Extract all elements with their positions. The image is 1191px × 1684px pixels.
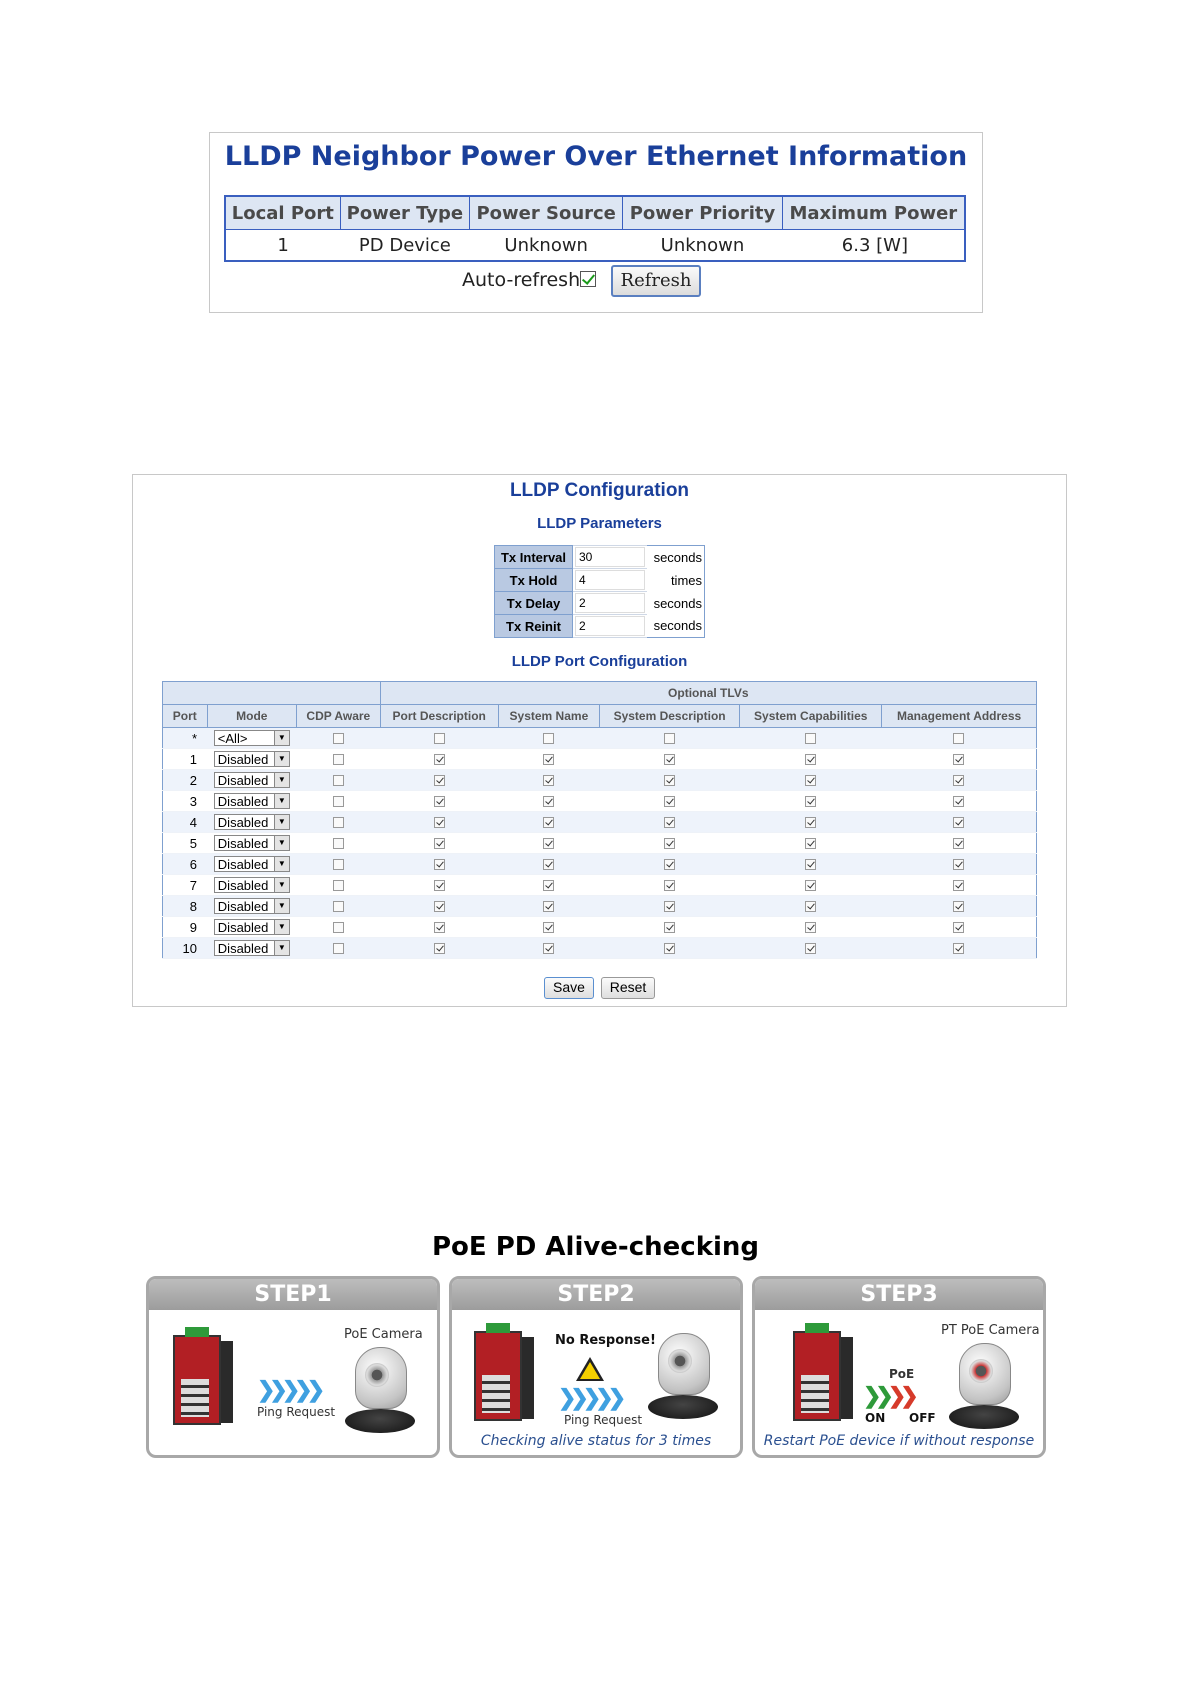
management-address-checkbox[interactable]	[953, 943, 964, 954]
system-capabilities-checkbox[interactable]	[805, 754, 816, 765]
cdp-aware-checkbox[interactable]	[333, 943, 344, 954]
param-label: Tx Hold	[495, 569, 573, 592]
system-name-checkbox[interactable]	[543, 859, 554, 870]
ping-request-label: Ping Request	[564, 1413, 643, 1427]
management-address-checkbox[interactable]	[953, 838, 964, 849]
mode-select[interactable]	[214, 835, 290, 851]
col-system-capabilities: System Capabilities	[740, 705, 882, 728]
system-description-checkbox[interactable]	[664, 733, 675, 744]
param-unit: seconds	[653, 549, 702, 565]
system-capabilities-checkbox[interactable]	[805, 922, 816, 933]
col-power-source: Power Source	[470, 196, 623, 230]
reset-button[interactable]: Reset	[601, 977, 655, 999]
alive-check-title: PoE PD Alive-checking	[431, 1232, 760, 1262]
port-number: 6	[163, 854, 208, 875]
pt-camera-image	[949, 1343, 1019, 1435]
cell-maximum-power: 6.3 [W]	[841, 234, 908, 256]
management-address-checkbox[interactable]	[953, 796, 964, 807]
port-config-table	[162, 681, 1037, 959]
param-unit: seconds	[653, 618, 702, 634]
mode-select[interactable]	[214, 877, 290, 893]
port-number: *	[163, 728, 208, 749]
system-name-checkbox[interactable]	[543, 922, 554, 933]
chevron-down-icon: ▼	[274, 815, 289, 829]
param-row-tx-hold	[495, 569, 705, 592]
tx-interval-input[interactable]: 30	[575, 547, 645, 567]
mode-select-value: Disabled	[217, 941, 269, 956]
mode-select[interactable]	[214, 772, 290, 788]
system-name-checkbox[interactable]	[543, 817, 554, 828]
power-arrows-icon: ❯❯❯❯	[863, 1383, 913, 1408]
auto-refresh-checkbox[interactable]	[580, 271, 596, 287]
tx-hold-input[interactable]: 4	[575, 570, 645, 590]
poe-camera-label: PoE Camera	[344, 1327, 423, 1342]
system-description-checkbox[interactable]	[664, 817, 675, 828]
system-capabilities-checkbox[interactable]	[805, 943, 816, 954]
lldp-params-title: LLDP Parameters	[537, 515, 662, 532]
off-label: OFF	[909, 1411, 936, 1425]
step3-header: STEP3	[755, 1279, 1043, 1310]
table-row	[163, 875, 1037, 896]
table-row	[163, 917, 1037, 938]
col-local-port: Local Port	[225, 196, 340, 230]
mode-select[interactable]	[214, 730, 290, 746]
table-row	[163, 896, 1037, 917]
system-description-checkbox[interactable]	[664, 775, 675, 786]
ping-arrows-icon: ❯❯❯❯❯	[558, 1385, 621, 1410]
param-unit: times	[670, 572, 702, 588]
system-description-checkbox[interactable]	[664, 901, 675, 912]
step2-header: STEP2	[452, 1279, 740, 1310]
management-address-checkbox[interactable]	[953, 817, 964, 828]
step1-header: STEP1	[149, 1279, 437, 1310]
port-description-checkbox[interactable]	[434, 901, 445, 912]
param-label: Tx Delay	[495, 592, 573, 615]
system-capabilities-checkbox[interactable]	[805, 859, 816, 870]
header-row-columns	[163, 705, 1037, 728]
poe-switch-image	[474, 1331, 522, 1421]
lldp-params-table	[494, 545, 705, 638]
system-description-checkbox[interactable]	[664, 922, 675, 933]
cdp-aware-checkbox[interactable]	[333, 922, 344, 933]
mode-select[interactable]	[214, 919, 290, 935]
port-description-checkbox[interactable]	[434, 775, 445, 786]
save-button[interactable]: Save	[544, 977, 594, 999]
cdp-aware-checkbox[interactable]	[333, 901, 344, 912]
port-number: 5	[163, 833, 208, 854]
port-description-checkbox[interactable]	[434, 859, 445, 870]
mode-select-value: Disabled	[217, 794, 269, 809]
mode-select-value: Disabled	[217, 836, 269, 851]
poe-label: PoE	[889, 1367, 915, 1381]
on-label: ON	[865, 1411, 886, 1425]
param-unit: seconds	[653, 595, 702, 611]
port-number: 2	[163, 770, 208, 791]
system-capabilities-checkbox[interactable]	[805, 838, 816, 849]
poe-info-table	[224, 195, 966, 262]
table-row	[163, 833, 1037, 854]
chevron-down-icon: ▼	[274, 920, 289, 934]
system-description-checkbox[interactable]	[664, 943, 675, 954]
mode-select[interactable]	[214, 793, 290, 809]
step1-panel	[146, 1276, 440, 1458]
table-row	[163, 728, 1037, 749]
optional-tlvs-header: Optional TLVs	[380, 682, 1036, 705]
mode-select-value: Disabled	[217, 857, 269, 872]
port-number: 8	[163, 896, 208, 917]
param-label: Tx Reinit	[495, 615, 573, 638]
system-description-checkbox[interactable]	[664, 754, 675, 765]
table-row	[163, 749, 1037, 770]
system-description-checkbox[interactable]	[664, 838, 675, 849]
management-address-checkbox[interactable]	[953, 880, 964, 891]
mode-select-value: Disabled	[217, 815, 269, 830]
cdp-aware-checkbox[interactable]	[333, 817, 344, 828]
port-rows	[163, 728, 1037, 959]
port-description-checkbox[interactable]	[434, 817, 445, 828]
system-name-checkbox[interactable]	[543, 754, 554, 765]
ping-arrows-icon: ❯❯❯❯❯	[257, 1377, 320, 1402]
cdp-aware-checkbox[interactable]	[333, 838, 344, 849]
poe-switch-image	[793, 1331, 841, 1421]
mode-select-value: Disabled	[217, 920, 269, 935]
port-description-checkbox[interactable]	[434, 922, 445, 933]
step3-panel	[752, 1276, 1046, 1458]
col-system-name: System Name	[498, 705, 599, 728]
port-description-checkbox[interactable]	[434, 880, 445, 891]
table-row	[163, 791, 1037, 812]
mode-select-value: Disabled	[217, 752, 269, 767]
management-address-checkbox[interactable]	[953, 733, 964, 744]
lldp-config-title: LLDP Configuration	[509, 480, 690, 501]
step2-caption: Checking alive status for 3 times	[480, 1433, 712, 1449]
port-config-title: LLDP Port Configuration	[511, 653, 688, 670]
port-number: 7	[163, 875, 208, 896]
cdp-aware-checkbox[interactable]	[333, 880, 344, 891]
system-description-checkbox[interactable]	[664, 796, 675, 807]
port-description-checkbox[interactable]	[434, 733, 445, 744]
port-description-checkbox[interactable]	[434, 943, 445, 954]
lldp-neighbor-poe-panel	[209, 132, 983, 313]
system-name-checkbox[interactable]	[543, 880, 554, 891]
col-cdp-aware: CDP Aware	[297, 705, 380, 728]
system-description-checkbox[interactable]	[664, 880, 675, 891]
management-address-checkbox[interactable]	[953, 775, 964, 786]
port-description-checkbox[interactable]	[434, 754, 445, 765]
management-address-checkbox[interactable]	[953, 901, 964, 912]
chevron-down-icon: ▼	[274, 773, 289, 787]
lldp-configuration-panel	[132, 474, 1067, 1007]
chevron-down-icon: ▼	[274, 836, 289, 850]
step3-caption: Restart PoE device if without response	[763, 1433, 1035, 1449]
table-row	[163, 854, 1037, 875]
param-row-tx-interval	[495, 546, 705, 569]
cell-power-type: PD Device	[358, 234, 451, 256]
management-address-checkbox[interactable]	[953, 922, 964, 933]
port-number: 9	[163, 917, 208, 938]
mode-select-value: Disabled	[217, 773, 269, 788]
poe-header-row	[225, 196, 965, 230]
system-name-checkbox[interactable]	[543, 775, 554, 786]
mode-select[interactable]	[214, 898, 290, 914]
system-capabilities-checkbox[interactable]	[805, 817, 816, 828]
cdp-aware-checkbox[interactable]	[333, 859, 344, 870]
header-row-top	[163, 682, 1037, 705]
ping-request-label: Ping Request	[257, 1405, 336, 1419]
chevron-down-icon: ▼	[274, 752, 289, 766]
col-power-priority: Power Priority	[623, 196, 782, 230]
system-capabilities-checkbox[interactable]	[805, 901, 816, 912]
poe-panel-title: LLDP Neighbor Power Over Ethernet Information	[224, 141, 968, 172]
chevron-down-icon: ▼	[274, 794, 289, 808]
chevron-down-icon: ▼	[274, 878, 289, 892]
system-name-checkbox[interactable]	[543, 796, 554, 807]
cdp-aware-checkbox[interactable]	[333, 733, 344, 744]
param-label: Tx Interval	[495, 546, 573, 569]
management-address-checkbox[interactable]	[953, 754, 964, 765]
col-mode: Mode	[207, 705, 297, 728]
system-name-checkbox[interactable]	[543, 733, 554, 744]
management-address-checkbox[interactable]	[953, 859, 964, 870]
port-number: 10	[163, 938, 208, 959]
header-spacer	[163, 682, 381, 705]
tx-reinit-input[interactable]: 2	[575, 616, 645, 636]
param-row-tx-delay	[495, 592, 705, 615]
camera-image	[345, 1347, 415, 1439]
cell-power-priority: Unknown	[660, 234, 745, 256]
col-maximum-power: Maximum Power	[782, 196, 965, 230]
col-power-type: Power Type	[340, 196, 469, 230]
system-capabilities-checkbox[interactable]	[805, 880, 816, 891]
system-name-checkbox[interactable]	[543, 838, 554, 849]
param-row-tx-reinit	[495, 615, 705, 638]
system-name-checkbox[interactable]	[543, 943, 554, 954]
chevron-down-icon: ▼	[274, 857, 289, 871]
chevron-down-icon: ▼	[274, 731, 289, 745]
refresh-button[interactable]: Refresh	[611, 265, 701, 297]
col-system-description: System Description	[599, 705, 739, 728]
pt-poe-camera-label: PT PoE Camera	[941, 1323, 1040, 1338]
table-row	[163, 812, 1037, 833]
poe-switch-image	[173, 1335, 221, 1425]
mode-select[interactable]	[214, 751, 290, 767]
tx-delay-input[interactable]: 2	[575, 593, 645, 613]
cdp-aware-checkbox[interactable]	[333, 775, 344, 786]
table-row	[225, 230, 965, 262]
cdp-aware-checkbox[interactable]	[333, 754, 344, 765]
table-row	[163, 938, 1037, 959]
port-number: 3	[163, 791, 208, 812]
mode-select[interactable]	[214, 814, 290, 830]
chevron-down-icon: ▼	[274, 899, 289, 913]
cdp-aware-checkbox[interactable]	[333, 796, 344, 807]
system-description-checkbox[interactable]	[664, 859, 675, 870]
col-port-description: Port Description	[380, 705, 498, 728]
cell-power-source: Unknown	[504, 234, 588, 256]
warning-icon	[576, 1357, 604, 1381]
chevron-down-icon: ▼	[274, 941, 289, 955]
port-description-checkbox[interactable]	[434, 796, 445, 807]
system-capabilities-checkbox[interactable]	[805, 733, 816, 744]
port-description-checkbox[interactable]	[434, 838, 445, 849]
no-response-label: No Response!	[555, 1333, 656, 1348]
cell-local-port: 1	[277, 234, 289, 256]
mode-select-value: Disabled	[217, 878, 269, 893]
col-port: Port	[163, 705, 208, 728]
system-name-checkbox[interactable]	[543, 901, 554, 912]
auto-refresh-label: Auto-refresh	[462, 269, 581, 291]
system-capabilities-checkbox[interactable]	[805, 796, 816, 807]
table-row	[163, 770, 1037, 791]
mode-select-value: Disabled	[217, 899, 269, 914]
col-management-address: Management Address	[882, 705, 1037, 728]
mode-select[interactable]	[214, 856, 290, 872]
system-capabilities-checkbox[interactable]	[805, 775, 816, 786]
step2-panel	[449, 1276, 743, 1458]
mode-select-value: <All>	[217, 731, 248, 746]
mode-select[interactable]	[214, 940, 290, 956]
port-number: 1	[163, 749, 208, 770]
port-number: 4	[163, 812, 208, 833]
camera-image	[648, 1333, 718, 1425]
